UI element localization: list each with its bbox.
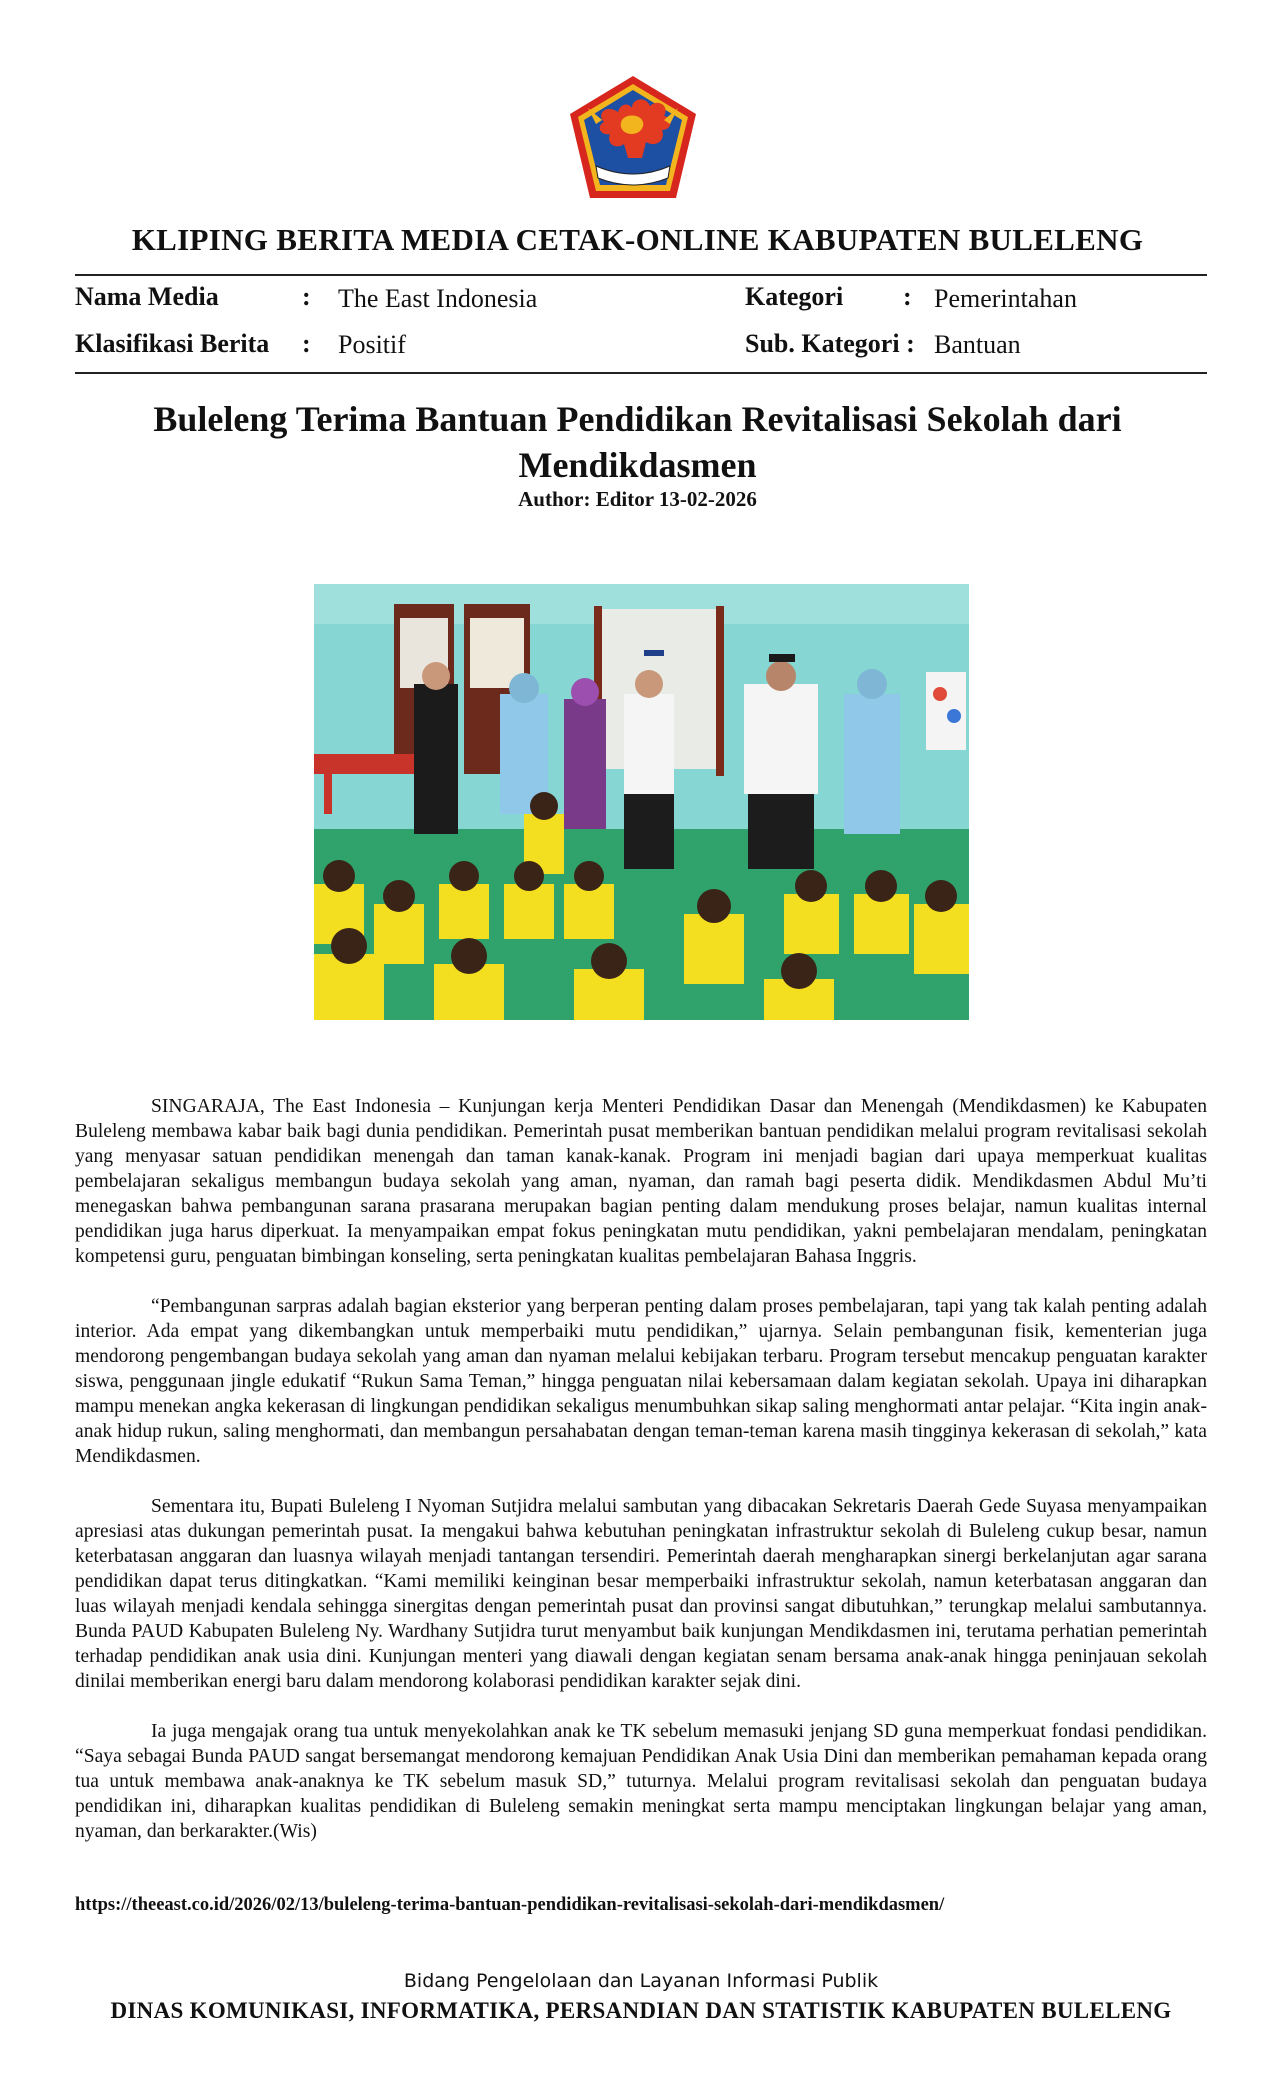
footer-agency: DINAS KOMUNIKASI, INFORMATIKA, PERSANDIAN DAN STATISTIK KABUPATEN BULELENG [110,1998,1172,2023]
article-paragraph: SINGARAJA, The East Indonesia – Kunjungan kerja Menteri Pendidikan Dasar dan Menengah (Mendikdasmen) ke Kabupaten Buleleng membawa kabar baik bagi dunia pendidikan. Pemerintah pusat memberikan bantuan pendidikan melalui program revitalisasi sekolah yang menyasar satuan pendidikan menengah dan taman kanak-kanak. Program ini menjadi bagian dari upaya memperkuat kualitas pembelajaran sekaligus membangun budaya sekolah yang aman, nyaman, dan ramah bagi peserta didik. Mendikdasmen Abdul Mu’ti menegaskan bahwa pembangunan sarana prasarana merupakan bagian penting dalam mendukung proses belajar, namun kualitas internal pendidikan juga harus diperkuat. Ia menyampaikan empat fokus peningkatan mutu pendidikan, yakni pembelajaran mendalam, peningkatan kompetensi guru, penguatan bimbingan konseling, serta peningkatan kualitas pembelajaran Bahasa Inggris. [75,1096,1207,1267]
klasifikasi-label: Klasifikasi Berita [75,329,270,358]
article-photo [314,584,969,1020]
regency-emblem-logo [566,74,700,202]
clipping-header-title: KLIPING BERITA MEDIA CETAK-ONLINE KABUPATEN BULELENG [131,222,1144,257]
nama-media-colon: : [302,282,311,311]
kategori-colon: : [903,282,912,311]
header-rule-bottom [75,372,1207,374]
klasifikasi-colon: : [302,329,311,358]
article-paragraph: Sementara itu, Bupati Buleleng I Nyoman Sutjidra melalui sambutan yang dibacakan Sekretaris Daerah Gede Suyasa menyampaikan apresiasi atas dukungan pemerintah pusat. Ia mengakui bahwa kebutuhan peningkatan infrastruktur sekolah di Buleleng cukup besar, namun keterbatasan anggaran dan luasnya wilayah menjadi tantangan tersendiri. Pemerintah daerah mengharapkan sinergi berkelanjutan agar sarana pendidikan dapat terus ditingkatkan. “Kami memiliki keinginan besar memperbaiki infrastruktur sekolah, namun keterbatasan anggaran dan luas wilayah menjadi kendala sehingga sinergitas dengan pemerintah pusat dan provinsi sangat dibutuhkan,” terungkap melalui sambutannya. Bunda PAUD Kabupaten Buleleng Ny. Wardhany Sutjidra turut menyambut baik kunjungan Mendikdasmen ini, terutama perhatian pemerintah terhadap pendidikan anak usia dini. Kunjungan menteri yang diawali dengan kegiatan senam bersama anak-anak hingga peninjauan sekolah dinilai memberikan energi baru dalam mendorong kolaborasi pendidikan karakter sejak dini. [75,1496,1207,1692]
source-url-link[interactable]: https://theeast.co.id/2026/02/13/buleleng-terima-bantuan-pendidikan-revitalisasi-sekolah-dari-mendikdasmen/ [75,1895,945,1915]
article-paragraph: Ia juga mengajak orang tua untuk menyekolahkan anak ke TK sebelum memasuki jenjang SD guna memperkuat fondasi pendidikan. “Saya sebagai Bunda PAUD sangat bersemangat mendorong kemajuan Pendidikan Anak Usia Dini dan memberikan pemahaman kepada orang tua untuk membawa anak-anaknya ke TK sebelum masuk SD,” tuturnya. Melalui program revitalisasi sekolah dan penguatan budaya pendidikan ini, diharapkan kualitas pendidikan di Buleleng semakin meningkat serta mampu menciptakan lingkungan belajar yang aman, nyaman, dan berkarakter.(Wis) [75,1721,1207,1842]
nama-media-value: The East Indonesia [338,284,538,313]
footer-division: Bidang Pengelolaan dan Layanan Informasi Publik [403,1970,879,1992]
sub-kategori-label: Sub. Kategori : [745,329,915,358]
kategori-label: Kategori [745,282,844,311]
kategori-value: Pemerintahan [934,284,1077,313]
nama-media-label: Nama Media [75,282,219,311]
klasifikasi-value: Positif [338,330,406,359]
article-author-date: Author: Editor 13-02-2026 [518,487,757,511]
header-rule-top [75,274,1207,276]
sub-kategori-value: Bantuan [934,330,1021,359]
article-paragraph: “Pembangunan sarpras adalah bagian eksterior yang berperan penting dalam proses pembelajaran, tapi yang tak kalah penting adalah interior. Ada empat yang dikembangkan untuk memperbaiki mutu pendidikan,” ujarnya. Selain pembangunan fisik, kementerian juga mendorong pengembangan budaya sekolah yang aman dan nyaman melalui kebijakan terbaru. Program tersebut mencakup penguatan karakter siswa, penggunaan jingle edukatif “Rukun Sama Teman,” hingga penguatan nilai kebersamaan dalam kegiatan sekolah. Upaya ini diharapkan mampu menekan angka kekerasan di lingkungan pendidikan sekaligus menumbuhkan sikap saling menghormati antar pelajar. “Kita ingin anak-anak hidup rukun, saling menghormati, dan membangun persahabatan dengan teman-teman karena masih tingginya kekerasan di sekolah,” kata Mendikdasmen. [75,1296,1207,1467]
article-body [75,1094,1207,1869]
article-title: Buleleng Terima Bantuan Pendidikan Revitalisasi Sekolah dari Mendikdasmen [153,399,1122,485]
